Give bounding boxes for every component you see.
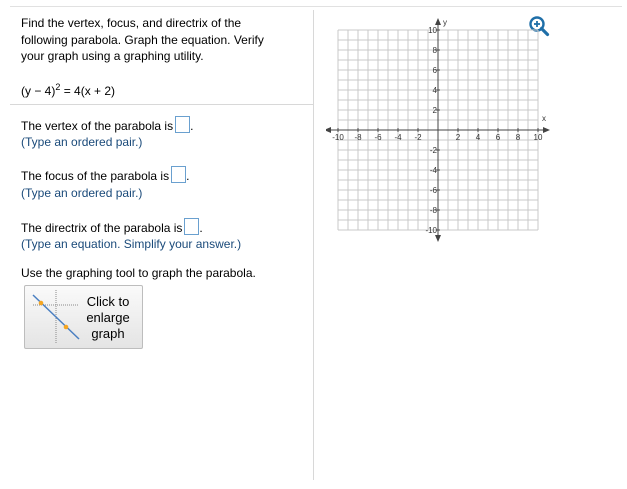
y-tick-label: -2 [429, 146, 437, 155]
x-tick-label: -6 [374, 133, 382, 142]
directrix-row: The directrix of the parabola is . [21, 218, 203, 235]
y-axis-arrow [435, 18, 441, 25]
coordinate-grid[interactable] [326, 18, 551, 243]
directrix-answer-box[interactable] [184, 218, 199, 235]
vertex-label: The vertex of the parabola is [21, 119, 174, 133]
prompt-line-3: your graph using a graphing utility. [21, 49, 204, 63]
y-tick-label: -4 [429, 166, 437, 175]
prompt-line-1: Find the vertex, focus, and directrix of the [21, 16, 242, 30]
x-tick-label: -4 [394, 133, 402, 142]
directrix-label: The directrix of the parabola is [21, 221, 183, 235]
y-tick-label: -8 [429, 206, 437, 215]
vertex-answer-box[interactable] [175, 116, 190, 133]
question-divider [10, 104, 313, 105]
y-tick-label: -6 [429, 186, 437, 195]
y-tick-label: 4 [432, 86, 437, 95]
equation-exponent: 2 [55, 82, 61, 92]
equation-right: = 4(x + 2) [60, 84, 116, 98]
x-tick-label: 8 [515, 133, 521, 142]
graph-instruction: Use the graphing tool to graph the parabola. [21, 266, 256, 280]
focus-label: The focus of the parabola is [21, 169, 170, 183]
x-tick-label: -2 [414, 133, 422, 142]
y-tick-label: 6 [432, 66, 437, 75]
top-rule [10, 6, 622, 7]
x-axis-label: x [542, 114, 546, 123]
x-tick-label: 4 [475, 133, 481, 142]
prompt-line-2: following parabola. Graph the equation. Verify [21, 33, 264, 47]
focus-answer-box[interactable] [171, 166, 186, 183]
x-tick-label: 2 [455, 133, 461, 142]
x-axis-arrow-left [326, 127, 331, 133]
y-tick-label: 2 [432, 106, 437, 115]
y-tick-label: -10 [425, 226, 437, 235]
x-tick-label: 10 [533, 133, 543, 142]
y-tick-label: 10 [428, 26, 437, 35]
vertex-row: The vertex of the parabola is . [21, 116, 193, 133]
equation [21, 82, 115, 98]
y-tick-label: 8 [432, 46, 437, 55]
enlarge-graph-label: Click to enlarge graph [86, 294, 130, 341]
x-tick-label: 6 [495, 133, 501, 142]
enlarge-graph-button[interactable] [24, 285, 143, 349]
focus-hint: (Type an ordered pair.) [21, 186, 143, 200]
focus-row: The focus of the parabola is . [21, 166, 189, 183]
equation-left: (y − 4) [21, 84, 56, 98]
y-axis-arrow-down [435, 235, 441, 242]
panel-divider [313, 10, 314, 480]
graph-tool-icon [27, 287, 83, 347]
x-axis-arrow [543, 127, 550, 133]
x-tick-label: -10 [332, 133, 344, 142]
x-tick-label: -8 [354, 133, 362, 142]
vertex-hint: (Type an ordered pair.) [21, 135, 143, 149]
directrix-hint: (Type an equation. Simplify your answer.) [21, 237, 242, 251]
y-axis-label: y [443, 18, 447, 27]
